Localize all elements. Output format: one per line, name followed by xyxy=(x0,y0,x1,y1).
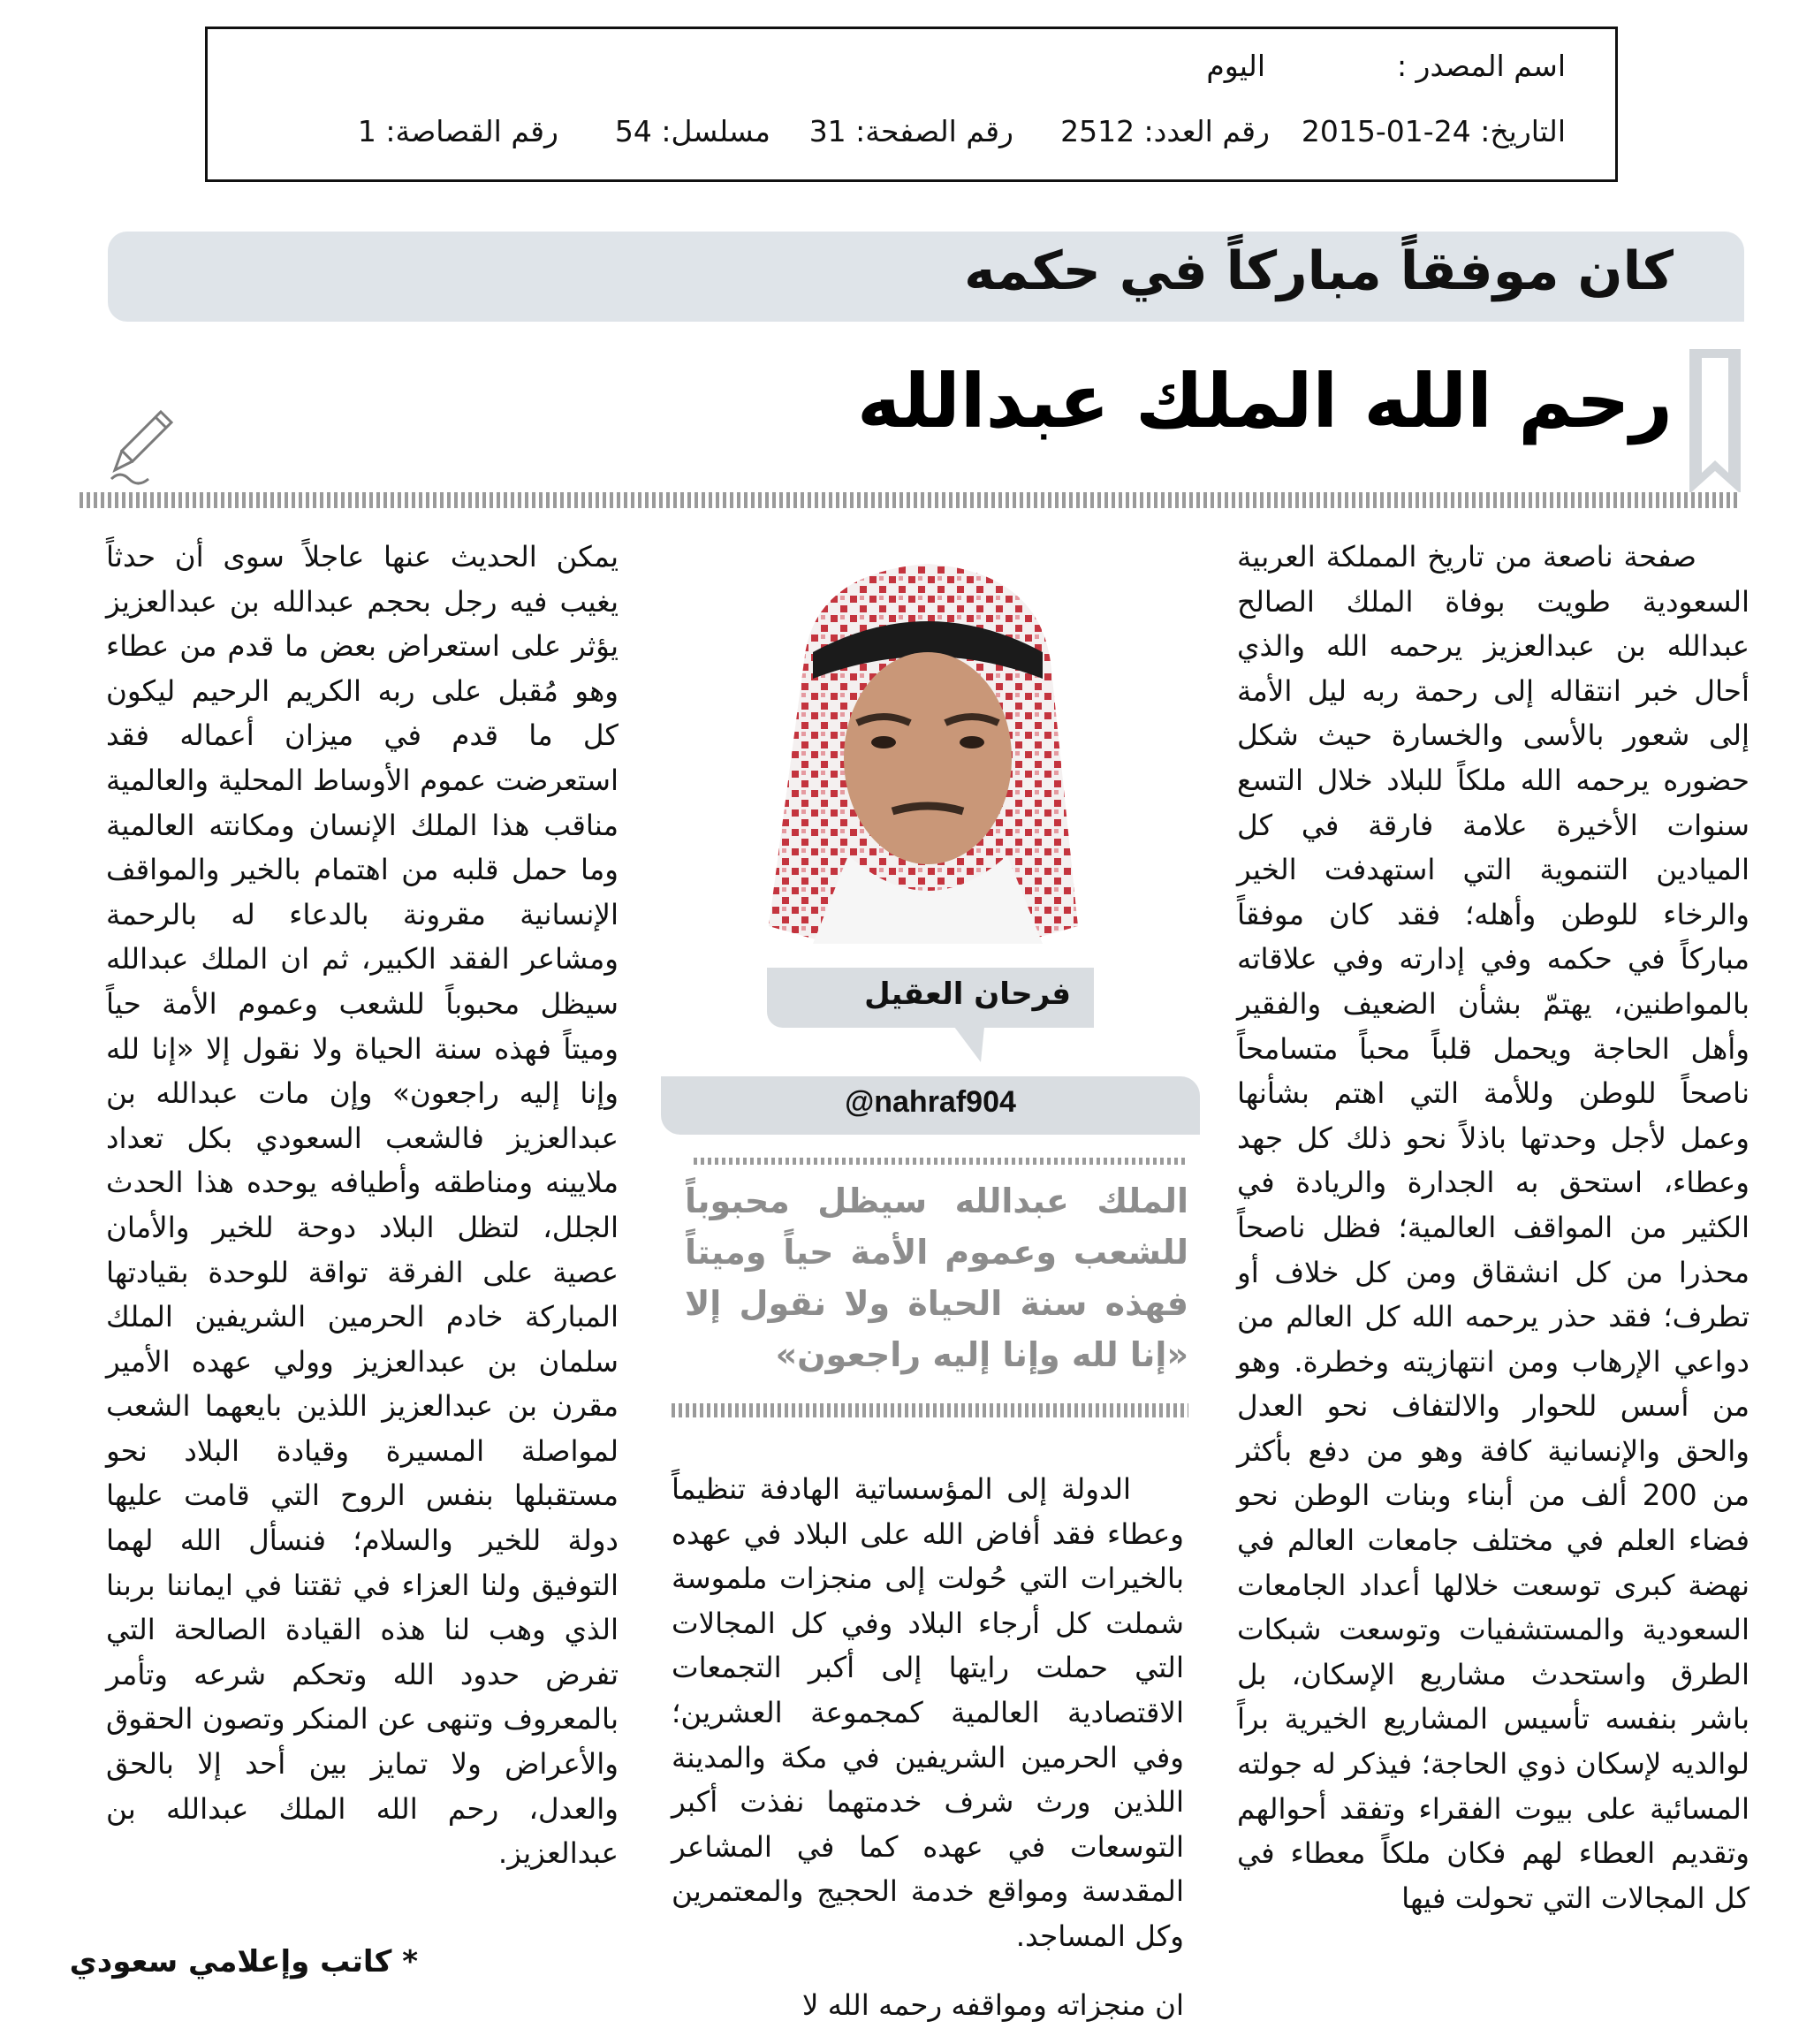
kicker-band xyxy=(108,232,1744,322)
source-metadata-box xyxy=(205,27,1618,182)
author-handle-box xyxy=(661,1076,1200,1135)
source-label: اسم المصدر : xyxy=(1396,49,1566,83)
meta-date: التاريخ: 24-01-2015 xyxy=(1301,114,1566,148)
meta-row-details xyxy=(261,114,1566,158)
article-column-right xyxy=(1237,535,1749,1920)
pull-quote: الملك عبدالله سيظل محبوباً للشعب وعموم الأمة حياً وميتاً فهذه سنة الحياة ولا نقول إلا «إنا لله وإنا إليه راجعون» xyxy=(685,1182,1188,1374)
author-name-box xyxy=(767,968,1094,1028)
author-photo xyxy=(751,555,1096,944)
meta-clip: رقم القصاصة: 1 xyxy=(357,114,558,148)
header-divider xyxy=(80,492,1741,508)
pull-quote-top-rule xyxy=(694,1158,1188,1165)
meta-serial: مسلسل: 54 xyxy=(614,114,770,148)
writer-note: * كاتب وإعلامي سعودي xyxy=(69,1944,418,1979)
author-name: فرحان العقيل xyxy=(864,976,1071,1012)
bookmark-ribbon xyxy=(1689,349,1741,494)
name-box-pointer xyxy=(954,1027,984,1062)
meta-issue: رقم العدد: 2512 xyxy=(1060,114,1270,148)
meta-row-source xyxy=(261,49,1566,93)
meta-page: رقم الصفحة: 31 xyxy=(808,114,1013,148)
article-column-left xyxy=(106,535,619,1876)
column-left-text: يمكن الحديث عنها عاجلاً سوى أن حدثاً يغيب فيه رجل بحجم عبدالله بن عبدالعزيز يؤثر على استعراض بعض ما قدم من عطاء وهو مُقبل على ربه الكريم الرحيم ليكون كل ما قدم في ميزان أعماله فقد استعرضت عموم الأوساط المحلية والعالمية مناقب هذا الملك الإنسان ومكانته العالمية وما حمل قلبه من اهتمام بالخير والمواقف الإنسانية مقرونة بالدعاء له بالرحمة ومشاعر الفقد الكبير، ثم ان الملك عبدالله سيظل محبوباً للشعب وعموم الأمة حياً وميتاً فهذه سنة الحياة ولا نقول إلا «إنا لله وإنا إليه راجعون» وإن مات عبدالله بن عبدالعزيز فالشعب السعودي بكل تعداد ملايينه ومناطقه وأطيافه يوحده هذا الحدث الجلل، لتظل البلاد دوحة للخير والأمان عصية على الفرقة تواقة للوحدة بقيادتها المباركة خادم الحرمين الشريفين الملك سلمان بن عبدالعزيز وولي عهده الأمير مقرن بن عبدالعزيز اللذين بايعهما الشعب لمواصلة المسيرة وقيادة البلاد نحو مستقبلها بنفس الروح التي قامت عليها دولة للخير والسلام؛ فنسأل الله لهما التوفيق ولنا العزاء في ثقتنا في ايماننا بربنا الذي وهب لنا هذه القيادة الصالحة التي تفرض حدود الله وتحكم شرعه وتأمر بالمعروف وتنهى عن المنكر وتصون الحقوق والأعراض ولا تمايز بين أحد إلا بالحق والعدل، رحم الله الملك عبدالله بن عبدالعزيز. xyxy=(106,540,619,1871)
column-middle-text: الدولة إلى المؤسساتية الهادفة تنظيماً وعطاء فقد أفاض الله على البلاد في عهده بالخيرات التي حُولت إلى منجزات ملموسة شملت كل أرجاء البلاد وفي كل المجالات التي حملت رايتها إلى أكبر التجمعات الاقتصادية العالمية كمجموعة العشرين؛ وفي الحرمين الشريفين في مكة والمدينة اللذين ورث شرف خدمتهما نفذت أكبر التوسعات في عهده كما في المشاعر المقدسة ومواقع خدمة الحجيج والمعتمرين وكل المساجد. xyxy=(672,1472,1184,1953)
pull-quote-bottom-rule xyxy=(672,1403,1188,1417)
column-right-text: صفحة ناصعة من تاريخ المملكة العربية السعودية طويت بوفاة الملك الصالح عبدالله بن عبدالعزيز يرحمه الله والذي أحال خبر انتقاله إلى رحمة ربه ليل الأمة إلى شعور بالأسى والخسارة حيث شكل حضوره يرحمه الله ملكاً للبلاد خلال التسع سنوات الأخيرة علامة فارقة في كل الميادين التنموية التي استهدفت الخير والرخاء للوطن وأهله؛ فقد كان موفقاً مباركاً في حكمه وفي إدارته وفي علاقاته بالمواطنين، يهتمّ بشأن الضعيف والفقير وأهل الحاجة ويحمل قلباً محباً متسامحاً ناصحاً للوطن وللأمة التي اهتم بشأنها وعمل لأجل وحدتها باذلاً نحو ذلك كل جهد وعطاء، استحق به الجدارة والريادة في الكثير من المواقف العالمية؛ فظل ناصحاً محذرا من كل انشقاق ومن كل خلاف أو تطرف؛ فقد حذر يرحمه الله كل العالم من دواعي الإرهاب ومن انتهازيته وخطرة. وهو من أسس للحوار والالتفاف نحو العدل والحق والإنسانية كافة وهو من دفع بأكثر من 200 ألف من أبناء وبنات الوطن نحو فضاء العلم في مختلف جامعات العالم في نهضة كبرى توسعت خلالها أعداد الجامعات السعودية والمستشفيات وتوسعت شبكات الطرق واستحدث مشاريع الإسكان، بل باشر بنفسه تأسيس المشاريع الخيرية براً لوالديه لإسكان ذوي الحاجة؛ فيذكر له جولته المسائية على بيوت الفقراء وتفقد أحوالهم وتقديم العطاء لهم فكان ملكاً معطاء في كل المجالات التي تحولت فيها xyxy=(1237,540,1749,1915)
column-middle-continued: ان منجزاته ومواقفه رحمه الله لا xyxy=(801,1988,1184,2022)
headline: رحم الله الملك عبدالله xyxy=(857,358,1673,445)
source-value: اليوم xyxy=(1206,49,1265,83)
pen-icon xyxy=(106,405,177,493)
author-handle: @nahraf904 xyxy=(845,1085,1016,1119)
kicker-text: كان موفقاً مباركاً في حكمه xyxy=(964,240,1674,302)
article-column-middle xyxy=(672,1467,1184,1959)
